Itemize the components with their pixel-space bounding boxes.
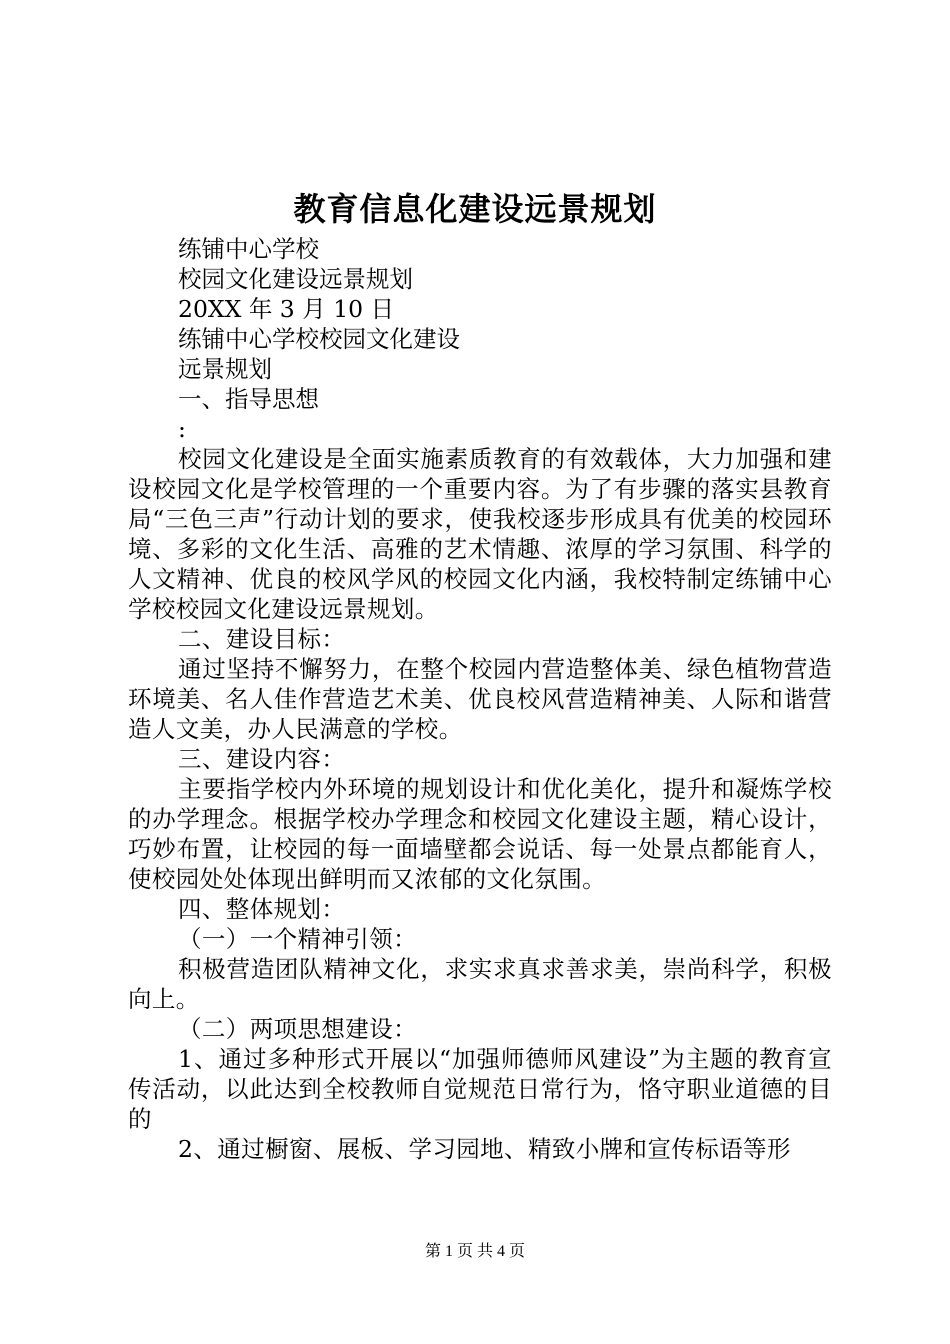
document-title: 教育信息化建设远景规划 (293, 190, 657, 228)
header-line-date: 20XX 年 3 月 10 日 (178, 295, 395, 323)
paragraph-goals: 通过坚持不懈努力，在整个校园内营造整体美、绿色植物营造环境美、名人佳作营造艺术美、优良校风营造精神美、人际和谐营造人文美，办人民满意的学校。 (128, 655, 832, 743)
subheading-one-spirit: （一）一个精神引领： (178, 925, 417, 953)
paragraph-one-spirit: 积极营造团队精神文化，求实求真求善求美，崇尚科学，积极向上。 (128, 955, 832, 1013)
header-line-subtitle: 校园文化建设远景规划 (178, 265, 413, 293)
page-footer: 第 1 页 共 4 页 (424, 1243, 525, 1260)
subheading-two-ideologies: （二）两项思想建设： (178, 1015, 417, 1043)
section-heading-content: 三、建设内容： (178, 745, 346, 773)
section-heading-overall-plan: 四、整体规划： (178, 895, 346, 923)
section-heading-guiding-thought: 一、指导思想 (178, 385, 319, 413)
header-line-title-part1: 练铺中心学校校园文化建设 (178, 325, 460, 353)
paragraph-guiding-thought: 校园文化建设是全面实施素质教育的有效载体，大力加强和建设校园文化是学校管理的一个重要内容。为了有步骤的落实县教育局“三色三声”行动计划的要求，使我校逐步形成具有优美的校园环境、多彩的文化生活、高雅的艺术情趣、浓厚的学习氛围、科学的人文精神、优良的校风学风的校园文化内涵，我校特制定练铺中心学校校园文化建设远景规划。 (128, 445, 832, 623)
header-line-title-part2: 远景规划 (178, 355, 272, 383)
paragraph-item-2: 2、通过橱窗、展板、学习园地、精致小牌和宣传标语等形 (178, 1135, 791, 1163)
document-body (128, 234, 832, 1164)
paragraph-item-1: 1、通过多种形式开展以“加强师德师风建设”为主题的教育宣传活动，以此达到全校教师自觉规范日常行为，恪守职业道德的目的 (128, 1045, 832, 1133)
section-heading-goals: 二、建设目标： (178, 625, 346, 653)
header-line-school: 练铺中心学校 (178, 235, 319, 263)
paragraph-content: 主要指学校内外环境的规划设计和优化美化，提升和凝炼学校的办学理念。根据学校办学理念和校园文化建设主题，精心设计，巧妙布置，让校园的每一面墙壁都会说话、每一处景点都能育人，使校园处处体现出鲜明而又浓郁的文化氛围。 (128, 775, 832, 893)
colon-line: : (178, 415, 186, 443)
